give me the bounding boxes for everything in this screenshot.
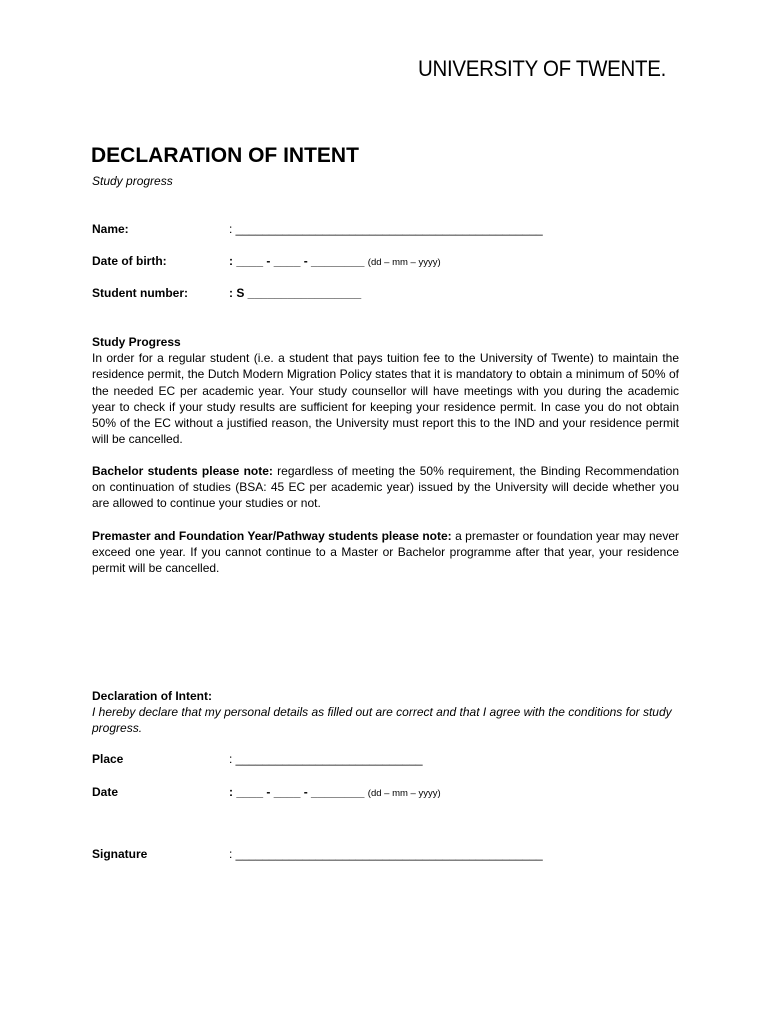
- date-of-birth-field[interactable]: [229, 254, 441, 268]
- signature-input-line[interactable]: : ______________________________________________: [229, 847, 543, 861]
- date-format-hint: (dd – mm – yyyy): [367, 788, 441, 799]
- name-input-line[interactable]: : ______________________________________________: [229, 222, 543, 236]
- place-input-line[interactable]: : ____________________________: [229, 752, 423, 766]
- date-of-birth-label: Date of birth:: [92, 254, 167, 268]
- premaster-note-paragraph: [92, 528, 679, 577]
- student-number-label: Student number:: [92, 286, 188, 300]
- place-label: Place: [92, 752, 124, 766]
- date-of-birth-format-hint: (dd – mm – yyyy): [367, 257, 441, 268]
- premaster-note-section: [92, 528, 679, 577]
- document-subtitle: Study progress: [92, 174, 173, 188]
- bachelor-note-paragraph: [92, 463, 679, 512]
- signature-label: Signature: [92, 847, 148, 861]
- bachelor-note-section: [92, 463, 679, 512]
- date-label: Date: [92, 785, 119, 799]
- declaration-section: [92, 688, 679, 737]
- premaster-note-lead: Premaster and Foundation Year/Pathway students please note:: [92, 529, 452, 543]
- university-logo: UNIVERSITY OF TWENTE.: [418, 56, 667, 81]
- study-progress-body: In order for a regular student (i.e. a student that pays tuition fee to the University of Twente) to maintain the residence permit, the Dutch Modern Migration Policy states that it is mandatory to obtain a minimum of 50% of the needed EC per academic year. Your study counsellor will have meetings with you during the academic year to check if your study results are sufficient for keeping your residence permit. In case you do not obtain 50% of the EC without a justified reason, the University must report this to the IND and your residence permit will be cancelled.: [92, 351, 679, 447]
- bachelor-note-lead: Bachelor students please note:: [92, 464, 273, 478]
- premaster-note-body: a premaster or foundation year may never exceed one year. If you cannot continue to a Master or Bachelor programme after that year, your residence permit will be cancelled.: [92, 529, 679, 576]
- name-label: Name:: [92, 222, 129, 236]
- study-progress-section: [92, 334, 679, 447]
- student-number-input-line[interactable]: : S _________________: [229, 286, 362, 300]
- date-of-birth-input-line[interactable]: : ____ - ____ - ________: [229, 254, 365, 268]
- study-progress-heading: Study Progress: [92, 335, 181, 349]
- bachelor-note-body: regardless of meeting the 50% requirement, the Binding Recommendation on continuation of studies (BSA: 45 EC per academic year) issued by the University will decide whether you are allowed to continue your studies or not.: [92, 464, 679, 511]
- date-input-line[interactable]: : ____ - ____ - ________: [229, 785, 365, 799]
- declaration-heading: Declaration of Intent:: [92, 689, 213, 703]
- date-field[interactable]: [229, 785, 441, 799]
- document-title: DECLARATION OF INTENT: [91, 144, 359, 167]
- declaration-text: I hereby declare that my personal details as filled out are correct and that I agree with the conditions for study progress.: [92, 705, 672, 736]
